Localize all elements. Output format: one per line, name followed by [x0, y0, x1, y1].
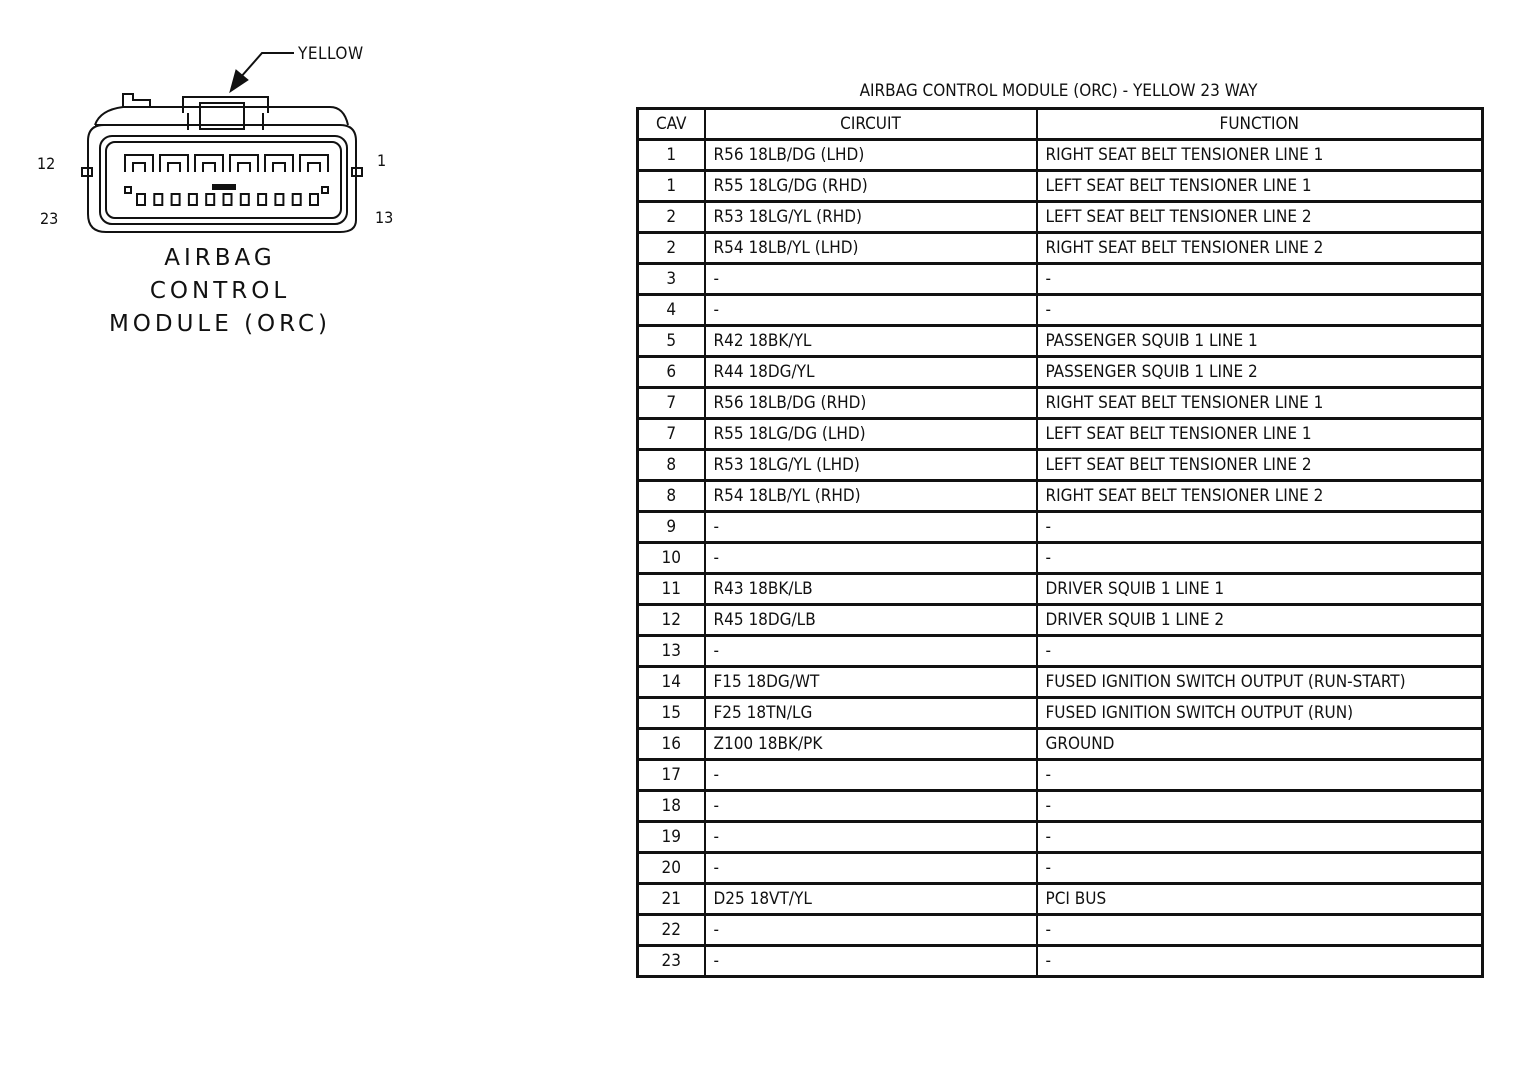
table-row — [638, 326, 1483, 357]
circuit-cell: R43 18BK/LB — [705, 574, 1037, 605]
lower-pin-cavity — [258, 194, 266, 205]
connector-diagram — [0, 0, 420, 360]
connector-module-name — [90, 242, 350, 341]
function-cell: LEFT SEAT BELT TENSIONER LINE 2 — [1037, 202, 1483, 233]
table-header-row — [638, 109, 1483, 140]
cav-cell: 4 — [638, 295, 705, 326]
circuit-cell: R54 18LB/YL (RHD) — [705, 481, 1037, 512]
cav-cell: 17 — [638, 760, 705, 791]
function-cell: DRIVER SQUIB 1 LINE 1 — [1037, 574, 1483, 605]
connector-latch — [183, 97, 268, 113]
function-cell: PASSENGER SQUIB 1 LINE 1 — [1037, 326, 1483, 357]
pin-label-bottom-left: 23 — [40, 209, 59, 228]
module-name-line-2: CONTROL — [149, 278, 291, 304]
cav-cell: 13 — [638, 636, 705, 667]
circuit-cell: R42 18BK/YL — [705, 326, 1037, 357]
cav-cell: 7 — [638, 388, 705, 419]
table-row — [638, 915, 1483, 946]
function-cell: LEFT SEAT BELT TENSIONER LINE 2 — [1037, 450, 1483, 481]
circuit-cell: - — [705, 543, 1037, 574]
circuit-cell: D25 18VT/YL — [705, 884, 1037, 915]
lower-pin-cavity — [137, 194, 145, 205]
function-cell: FUSED IGNITION SWITCH OUTPUT (RUN) — [1037, 698, 1483, 729]
pin-label-top-left: 12 — [37, 154, 56, 173]
function-cell: GROUND — [1037, 729, 1483, 760]
circuit-cell: - — [705, 760, 1037, 791]
table-row — [638, 264, 1483, 295]
function-cell: RIGHT SEAT BELT TENSIONER LINE 1 — [1037, 388, 1483, 419]
function-cell: - — [1037, 915, 1483, 946]
function-cell: - — [1037, 760, 1483, 791]
table-row — [638, 791, 1483, 822]
connector-key — [213, 185, 235, 189]
header-cav: CAV — [638, 109, 705, 140]
upper-pin-cavity — [125, 155, 153, 172]
table-row — [638, 884, 1483, 915]
function-cell: - — [1037, 295, 1483, 326]
circuit-cell: R53 18LG/YL (RHD) — [705, 202, 1037, 233]
circuit-cell: F25 18TN/LG — [705, 698, 1037, 729]
function-cell: DRIVER SQUIB 1 LINE 2 — [1037, 605, 1483, 636]
circuit-cell: R54 18LB/YL (LHD) — [705, 233, 1037, 264]
function-cell: LEFT SEAT BELT TENSIONER LINE 1 — [1037, 419, 1483, 450]
function-cell: - — [1037, 853, 1483, 884]
pinout-table — [636, 107, 1484, 978]
upper-cavity-row — [125, 155, 328, 172]
lower-pin-cavity — [154, 194, 162, 205]
table-row — [638, 357, 1483, 388]
circuit-cell: - — [705, 295, 1037, 326]
table-row — [638, 171, 1483, 202]
circuit-cell: - — [705, 822, 1037, 853]
table-row — [638, 574, 1483, 605]
table-row — [638, 543, 1483, 574]
circuit-cell: - — [705, 946, 1037, 977]
cav-cell: 20 — [638, 853, 705, 884]
function-cell: - — [1037, 512, 1483, 543]
table-row — [638, 667, 1483, 698]
table-row — [638, 822, 1483, 853]
table-row — [638, 295, 1483, 326]
cav-cell: 1 — [638, 140, 705, 171]
lower-pin-cavity — [172, 194, 180, 205]
circuit-cell: R56 18LB/DG (RHD) — [705, 388, 1037, 419]
lower-pin-cavity — [224, 194, 232, 205]
connector-face-drawing — [0, 0, 420, 260]
function-cell: PCI BUS — [1037, 884, 1483, 915]
cav-cell: 6 — [638, 357, 705, 388]
circuit-cell: - — [705, 915, 1037, 946]
table-row — [638, 946, 1483, 977]
lower-pin-cavity — [293, 194, 301, 205]
pin-label-top-right: 1 — [377, 151, 387, 170]
upper-pin-cavity — [230, 155, 258, 172]
cav-cell: 8 — [638, 481, 705, 512]
table-row — [638, 512, 1483, 543]
function-cell: FUSED IGNITION SWITCH OUTPUT (RUN-START) — [1037, 667, 1483, 698]
circuit-cell: - — [705, 512, 1037, 543]
circuit-cell: R55 18LG/DG (RHD) — [705, 171, 1037, 202]
cav-cell: 2 — [638, 233, 705, 264]
function-cell: - — [1037, 791, 1483, 822]
function-cell: RIGHT SEAT BELT TENSIONER LINE 1 — [1037, 140, 1483, 171]
circuit-cell: R44 18DG/YL — [705, 357, 1037, 388]
table-row — [638, 605, 1483, 636]
circuit-cell: - — [705, 853, 1037, 884]
cav-cell: 8 — [638, 450, 705, 481]
function-cell: - — [1037, 946, 1483, 977]
connector-color-label: YELLOW — [298, 44, 364, 64]
cav-cell: 12 — [638, 605, 705, 636]
cav-cell: 16 — [638, 729, 705, 760]
module-name-line-3: MODULE (ORC) — [108, 311, 332, 337]
lower-pin-cavity — [125, 187, 131, 193]
table-row — [638, 419, 1483, 450]
upper-pin-cavity — [160, 155, 188, 172]
cav-cell: 3 — [638, 264, 705, 295]
connector-housing-inner — [100, 136, 347, 224]
circuit-cell: R45 18DG/LB — [705, 605, 1037, 636]
lower-pin-cavity — [275, 194, 283, 205]
lower-pin-cavity — [241, 194, 249, 205]
circuit-cell: R56 18LB/DG (LHD) — [705, 140, 1037, 171]
lower-pin-cavity — [322, 187, 328, 193]
circuit-cell: R55 18LG/DG (LHD) — [705, 419, 1037, 450]
module-name-line-1: AIRBAG — [164, 245, 276, 271]
function-cell: PASSENGER SQUIB 1 LINE 2 — [1037, 357, 1483, 388]
table-row — [638, 853, 1483, 884]
table-row — [638, 388, 1483, 419]
table-row — [638, 450, 1483, 481]
lower-pin-cavity — [310, 194, 318, 205]
function-cell: LEFT SEAT BELT TENSIONER LINE 1 — [1037, 171, 1483, 202]
lower-pin-cavity — [189, 194, 197, 205]
function-cell: - — [1037, 264, 1483, 295]
upper-pin-cavity — [265, 155, 293, 172]
function-cell: RIGHT SEAT BELT TENSIONER LINE 2 — [1037, 481, 1483, 512]
function-cell: RIGHT SEAT BELT TENSIONER LINE 2 — [1037, 233, 1483, 264]
cav-cell: 15 — [638, 698, 705, 729]
cav-cell: 18 — [638, 791, 705, 822]
circuit-cell: - — [705, 264, 1037, 295]
function-cell: - — [1037, 543, 1483, 574]
upper-pin-cavity — [195, 155, 223, 172]
cav-cell: 14 — [638, 667, 705, 698]
upper-pin-cavity — [300, 155, 328, 172]
lower-pin-cavity — [206, 194, 214, 205]
pin-label-bottom-right: 13 — [375, 208, 394, 227]
cav-cell: 22 — [638, 915, 705, 946]
header-function: FUNCTION — [1037, 109, 1483, 140]
circuit-cell: F15 18DG/WT — [705, 667, 1037, 698]
cav-cell: 2 — [638, 202, 705, 233]
circuit-cell: R53 18LG/YL (LHD) — [705, 450, 1037, 481]
table-row — [638, 140, 1483, 171]
header-circuit: CIRCUIT — [705, 109, 1037, 140]
circuit-cell: - — [705, 791, 1037, 822]
circuit-cell: - — [705, 636, 1037, 667]
cav-cell: 1 — [638, 171, 705, 202]
table-title: AIRBAG CONTROL MODULE (ORC) - YELLOW 23 WAY — [859, 81, 1258, 101]
cav-cell: 21 — [638, 884, 705, 915]
cav-cell: 11 — [638, 574, 705, 605]
cav-cell: 9 — [638, 512, 705, 543]
function-cell: - — [1037, 636, 1483, 667]
function-cell: - — [1037, 822, 1483, 853]
table-row — [638, 729, 1483, 760]
cav-cell: 5 — [638, 326, 705, 357]
cav-cell: 23 — [638, 946, 705, 977]
cav-cell: 7 — [638, 419, 705, 450]
table-row — [638, 233, 1483, 264]
table-row — [638, 760, 1483, 791]
callout-leader-line — [240, 53, 294, 78]
table-row — [638, 202, 1483, 233]
table-row — [638, 698, 1483, 729]
cav-cell: 10 — [638, 543, 705, 574]
table-row — [638, 481, 1483, 512]
circuit-cell: Z100 18BK/PK — [705, 729, 1037, 760]
table-row — [638, 636, 1483, 667]
cav-cell: 19 — [638, 822, 705, 853]
